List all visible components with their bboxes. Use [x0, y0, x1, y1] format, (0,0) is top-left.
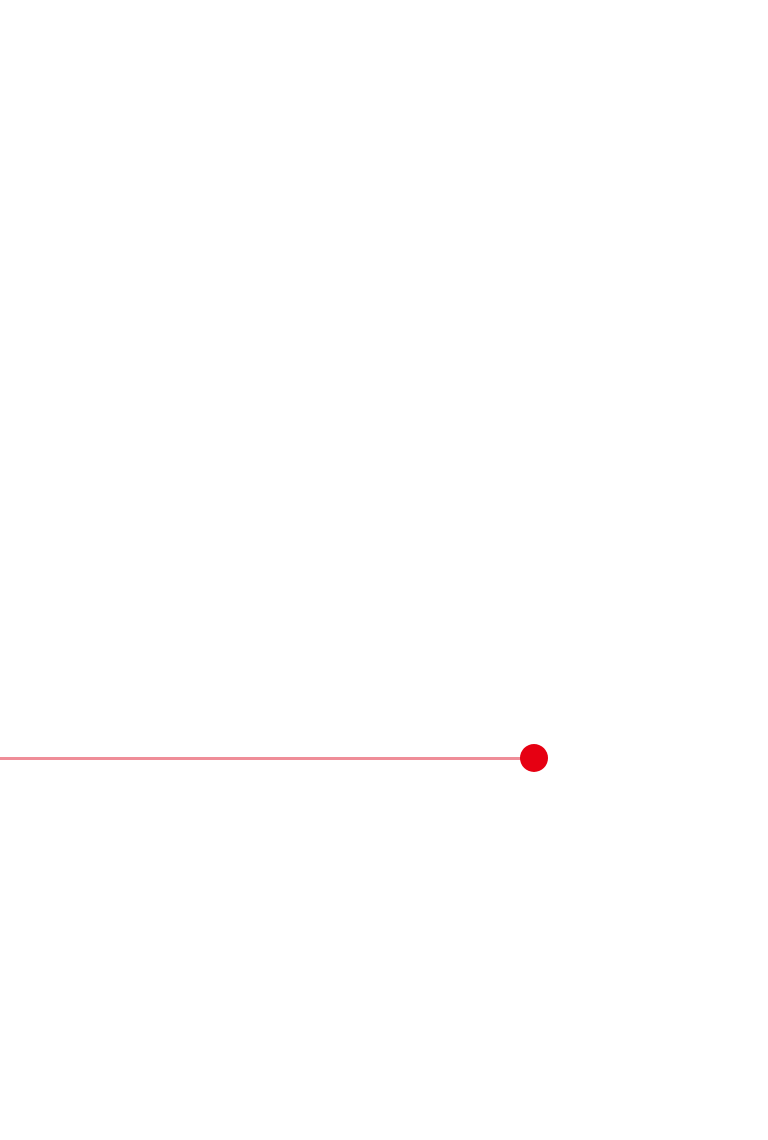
timeline-handle[interactable] [520, 744, 548, 772]
timeline-slider[interactable] [0, 744, 548, 772]
timeline-line [0, 757, 534, 760]
